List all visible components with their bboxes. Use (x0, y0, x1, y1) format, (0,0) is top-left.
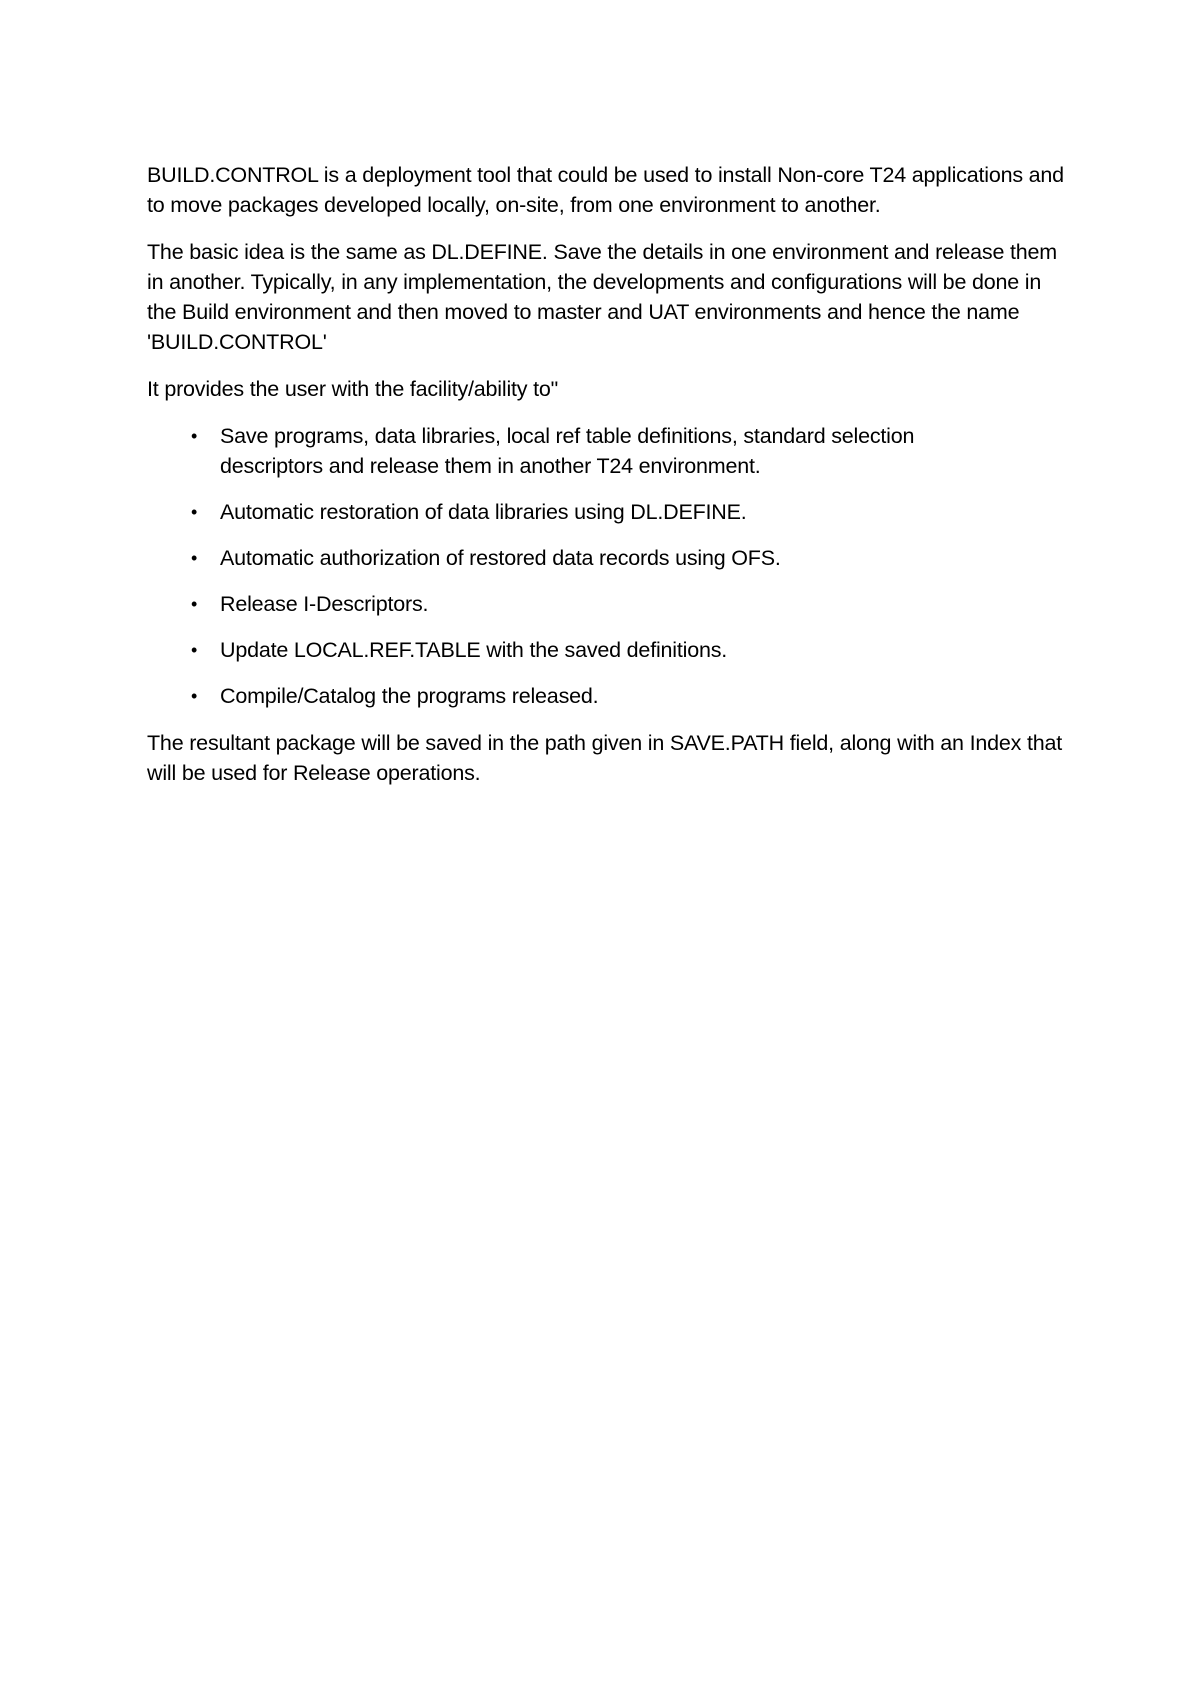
list-item (147, 543, 1072, 573)
list-item-text: Save programs, data libraries, local ref table definitions, standard selection descriptors and release them in another T24 environment. (220, 424, 915, 478)
list-item (147, 497, 1072, 527)
bullet-icon: • (190, 640, 198, 660)
list-item-text: Compile/Catalog the programs released. (220, 684, 599, 708)
list-item (147, 681, 1072, 711)
list-item-text: Automatic restoration of data libraries using DL.DEFINE. (220, 500, 747, 524)
list-item-text: Automatic authorization of restored data records using OFS. (220, 546, 781, 570)
bullet-icon: • (190, 594, 198, 614)
outro-paragraph: The resultant package will be saved in the path given in SAVE.PATH field, along with an Index that will be used for Release operations. (147, 731, 1062, 785)
list-item-text: Release I-Descriptors. (220, 592, 429, 616)
bullet-icon: • (190, 686, 198, 706)
list-item (147, 421, 1072, 481)
intro-paragraph-2: The basic idea is the same as DL.DEFINE. Save the details in one environment and release them in another. Typically, in any implementation, the developments and configurations will be done in the Build environment and then moved to master and UAT environments and hence the name 'BUILD.CONTROL' (147, 240, 1057, 354)
bullet-icon: • (190, 502, 198, 522)
intro-paragraph-3: It provides the user with the facility/ability to" (147, 377, 559, 401)
feature-list (147, 421, 1072, 711)
intro-paragraph-1: BUILD.CONTROL is a deployment tool that could be used to install Non-core T24 applications and to move packages developed locally, on-site, from one environment to another. (147, 163, 1064, 217)
document-body (147, 160, 1072, 805)
list-item-text: Update LOCAL.REF.TABLE with the saved definitions. (220, 638, 728, 662)
bullet-icon: • (190, 426, 198, 446)
list-item (147, 635, 1072, 665)
bullet-icon: • (190, 548, 198, 568)
list-item (147, 589, 1072, 619)
